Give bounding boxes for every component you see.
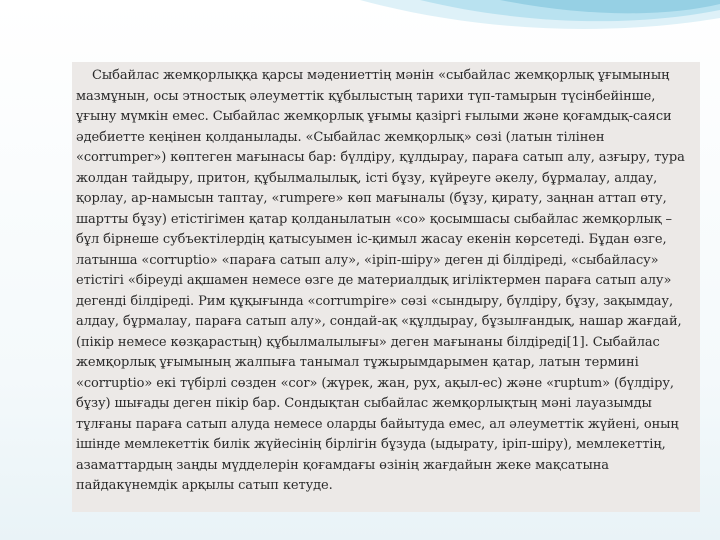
body-paragraph: Сыбайлас жемқорлыққа қарсы мәдениеттің мәнін «сыбайлас жемқорлық ұғымының мазмұнын, осы этностық әлеуметтік құбылыстың тарихи түп-тамырын түсінбейінше, ұғыну мүмкін емес. Сыбайлас жемқорлық ұғымы қазіргі ғылыми және қоғамдық-саяси әдебиетте кеңінен қолданылады. «Сыбайлас жемқорлық» сөзі (латын тілінен «corrumper») көптеген мағынасы бар: бүлдіру, құлдырау, параға сатып алу, азғыру, тура жолдан тайдыру, притон, құбылмалылық, істі бұзу, күйреуге әкелу, бұрмалау, алдау, қорлау, ар-намысын таптау, «rumpere» көп мағыналы (бұзу, қирату, заңнан аттап өту, шартты бұзу) етістігімен қатар қолданылатын «co» қосымшасы сыбайлас жемқорлық – бұл бірнеше субъектілердің қатысуымен іс-қимыл жасау екенін көрсетеді. Бұдан өзге, латынша «corruptio» «параға сатып алу», «іріп-шіру» деген ді білдіреді, «сыбайласу» етістігі «біреуді ақшамен немесе өзге де материалдық игіліктермен параға сатып алу» дегенді білдіреді. Рим құқығында «corrumpire» сөзі «сындыру, бүлдіру, бұзу, зақымдау, алдау, бұрмалау, параға сатып алу», сондай-ақ «құлдырау, бұзылғандық, нашар жағдай, (пікір немесе көзқарастың) құбылмалылығы» деген мағынаны білдіреді[1]. Сыбайлас жемқорлық ұғымының жалпыға танымал тұжырымдарымен қатар, латын термині «corruptio» екі түбірлі сөзден «cor» (жүрек, жан, рух, ақыл-ес) және «ruptum» (бүлдіру, бұзу) шығады деген пікір бар. Сондықтан сыбайлас жемқорлықтың мәні лауазымды тұлғаны параға сатып алуда немесе оларды байытуда емес, ал әлеуметтік жүйені, оның ішінде мемлекеттік билік жүйесінің бірлігін бұзуда (ыдырату, іріп-шіру), мемлекеттің, азаматтардың заңды мүдделерін қоғамдағы өзінің жағдайын жеке мақсатына пайдакүнемдік арқылы сатып кетуде. bbox=[76, 68, 685, 493]
text-panel bbox=[72, 62, 700, 512]
